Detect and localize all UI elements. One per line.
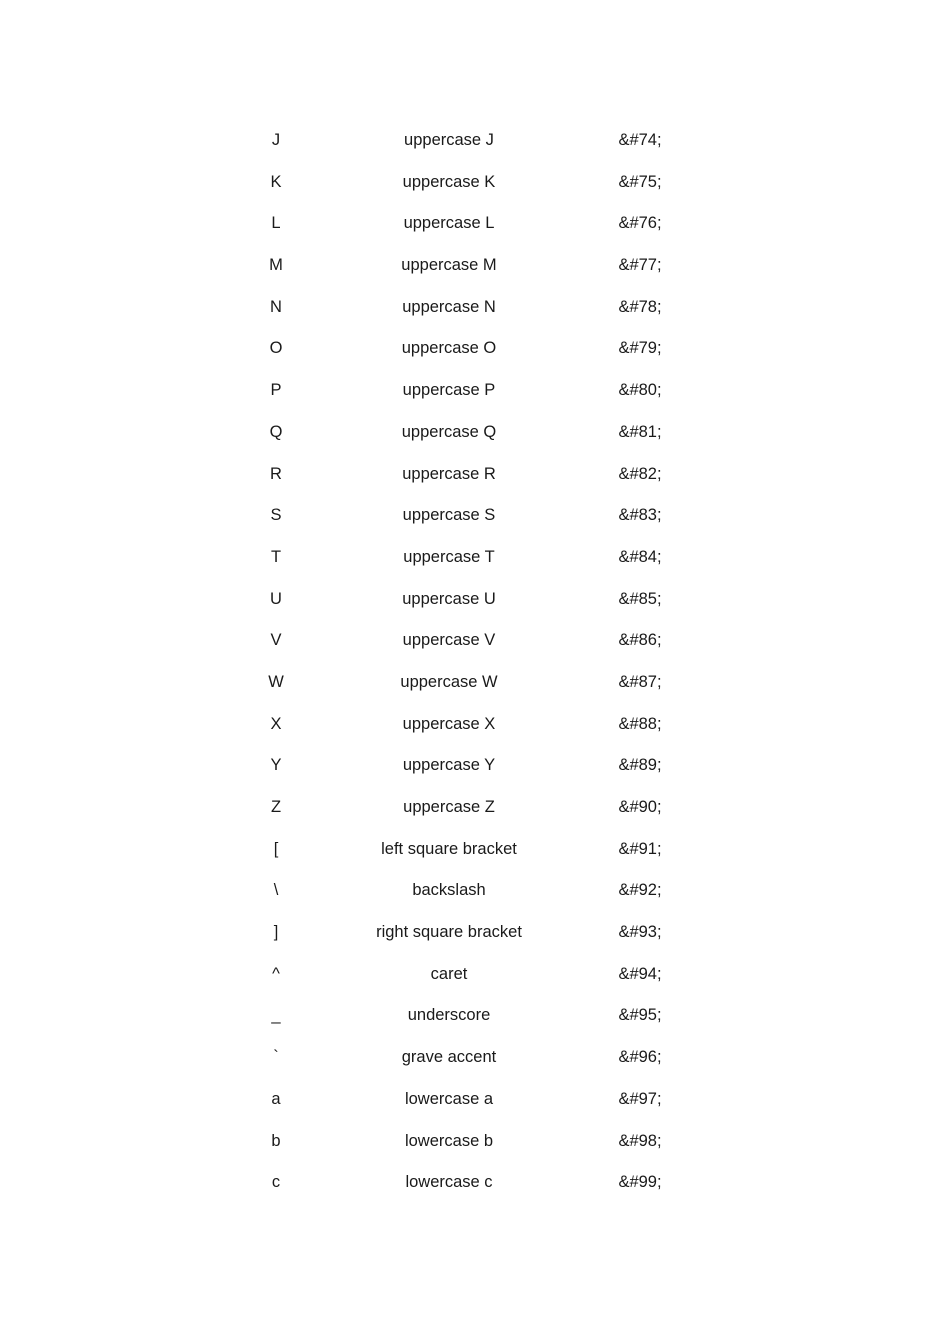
table-row: [0, 328, 950, 370]
table-row: [0, 1121, 950, 1163]
entity-code-cell: &#75;: [618, 172, 662, 191]
character-cell: b: [271, 1131, 281, 1150]
description-cell: uppercase S: [402, 506, 496, 525]
description-cell: uppercase O: [401, 339, 497, 358]
table-row: [0, 579, 950, 621]
description-cell: caret: [430, 964, 468, 983]
table-row: [0, 1162, 950, 1204]
character-cell: ^: [272, 964, 280, 983]
character-cell: M: [269, 256, 283, 275]
character-cell: _: [271, 1006, 281, 1025]
character-cell: X: [270, 714, 282, 733]
entity-code-cell: &#76;: [618, 214, 662, 233]
entity-code-cell: &#84;: [618, 547, 662, 566]
table-row: [0, 370, 950, 412]
table-row: [0, 912, 950, 954]
entity-code-cell: &#74;: [618, 131, 662, 149]
character-cell: P: [270, 381, 282, 400]
entity-code-cell: &#80;: [618, 381, 662, 400]
entity-code-cell: &#79;: [618, 339, 662, 358]
entity-code-cell: &#82;: [618, 464, 662, 483]
character-cell: U: [270, 589, 282, 608]
table-row: [0, 620, 950, 662]
entity-code-cell: &#98;: [618, 1131, 662, 1150]
description-cell: uppercase Q: [401, 422, 497, 441]
description-cell: uppercase T: [403, 547, 495, 566]
character-cell: O: [269, 339, 283, 358]
character-entity-table: [0, 120, 950, 1204]
entity-code-cell: &#99;: [618, 1173, 662, 1192]
table-row: [0, 120, 950, 162]
character-cell: T: [270, 547, 282, 566]
character-cell: Q: [269, 422, 283, 441]
table-row: [0, 995, 950, 1037]
entity-code-cell: &#93;: [618, 923, 662, 942]
description-cell: uppercase P: [402, 381, 496, 400]
description-cell: uppercase V: [402, 631, 496, 650]
character-cell: a: [271, 1089, 281, 1108]
table-row: [0, 745, 950, 787]
description-cell: left square bracket: [381, 839, 517, 858]
description-cell: lowercase a: [404, 1089, 494, 1108]
character-cell: K: [270, 172, 282, 191]
description-cell: uppercase N: [402, 297, 496, 316]
description-cell: grave accent: [401, 1048, 497, 1067]
description-cell: lowercase c: [405, 1173, 493, 1192]
description-cell: lowercase b: [404, 1131, 494, 1150]
table-row: [0, 1037, 950, 1079]
table-row: [0, 162, 950, 204]
entity-code-cell: &#78;: [618, 297, 662, 316]
entity-code-cell: &#91;: [618, 839, 662, 858]
description-cell: underscore: [407, 1006, 491, 1025]
entity-code-cell: &#83;: [618, 506, 662, 525]
table-row: [0, 203, 950, 245]
entity-code-cell: &#85;: [618, 589, 662, 608]
table-row: [0, 245, 950, 287]
description-cell: uppercase R: [402, 464, 496, 483]
entity-code-cell: &#77;: [618, 256, 662, 275]
entity-code-cell: &#81;: [618, 422, 662, 441]
character-cell: Y: [270, 756, 282, 775]
table-row: [0, 537, 950, 579]
entity-code-cell: &#96;: [618, 1048, 662, 1067]
entity-code-cell: &#86;: [618, 631, 662, 650]
character-cell: V: [270, 631, 282, 650]
description-cell: uppercase L: [403, 214, 495, 233]
table-row: [0, 287, 950, 329]
table-row: [0, 495, 950, 537]
entity-code-cell: &#87;: [618, 672, 662, 691]
table-row: [0, 704, 950, 746]
character-cell: \: [273, 881, 279, 900]
table-row: [0, 829, 950, 871]
description-cell: uppercase K: [402, 172, 496, 191]
character-cell: N: [270, 297, 282, 316]
character-cell: [: [273, 839, 279, 858]
description-cell: uppercase Z: [403, 798, 495, 816]
character-cell: Z: [270, 798, 282, 816]
description-cell: backslash: [412, 881, 486, 900]
description-cell: uppercase Y: [402, 756, 496, 775]
character-cell: `: [273, 1048, 279, 1067]
description-cell: uppercase M: [401, 256, 497, 275]
table-row: [0, 787, 950, 829]
entity-code-cell: &#89;: [618, 756, 662, 775]
character-cell: S: [270, 506, 282, 525]
table-row: [0, 870, 950, 912]
character-cell: ]: [273, 923, 279, 942]
character-cell: J: [271, 131, 281, 149]
description-cell: uppercase U: [402, 589, 496, 608]
table-row: [0, 454, 950, 496]
entity-code-cell: &#97;: [618, 1089, 662, 1108]
entity-code-cell: &#92;: [618, 881, 662, 900]
table-row: [0, 954, 950, 996]
entity-code-cell: &#90;: [618, 798, 662, 816]
character-cell: L: [271, 214, 281, 233]
description-cell: uppercase J: [404, 131, 494, 149]
character-cell: R: [270, 464, 282, 483]
entity-code-cell: &#94;: [618, 964, 662, 983]
entity-code-cell: &#95;: [618, 1006, 662, 1025]
entity-code-cell: &#88;: [618, 714, 662, 733]
character-cell: W: [268, 672, 284, 691]
table-row: [0, 1079, 950, 1121]
description-cell: uppercase X: [402, 714, 496, 733]
character-cell: c: [271, 1173, 281, 1192]
table-row: [0, 662, 950, 704]
description-cell: right square bracket: [376, 923, 522, 942]
table-row: [0, 412, 950, 454]
description-cell: uppercase W: [400, 672, 498, 691]
